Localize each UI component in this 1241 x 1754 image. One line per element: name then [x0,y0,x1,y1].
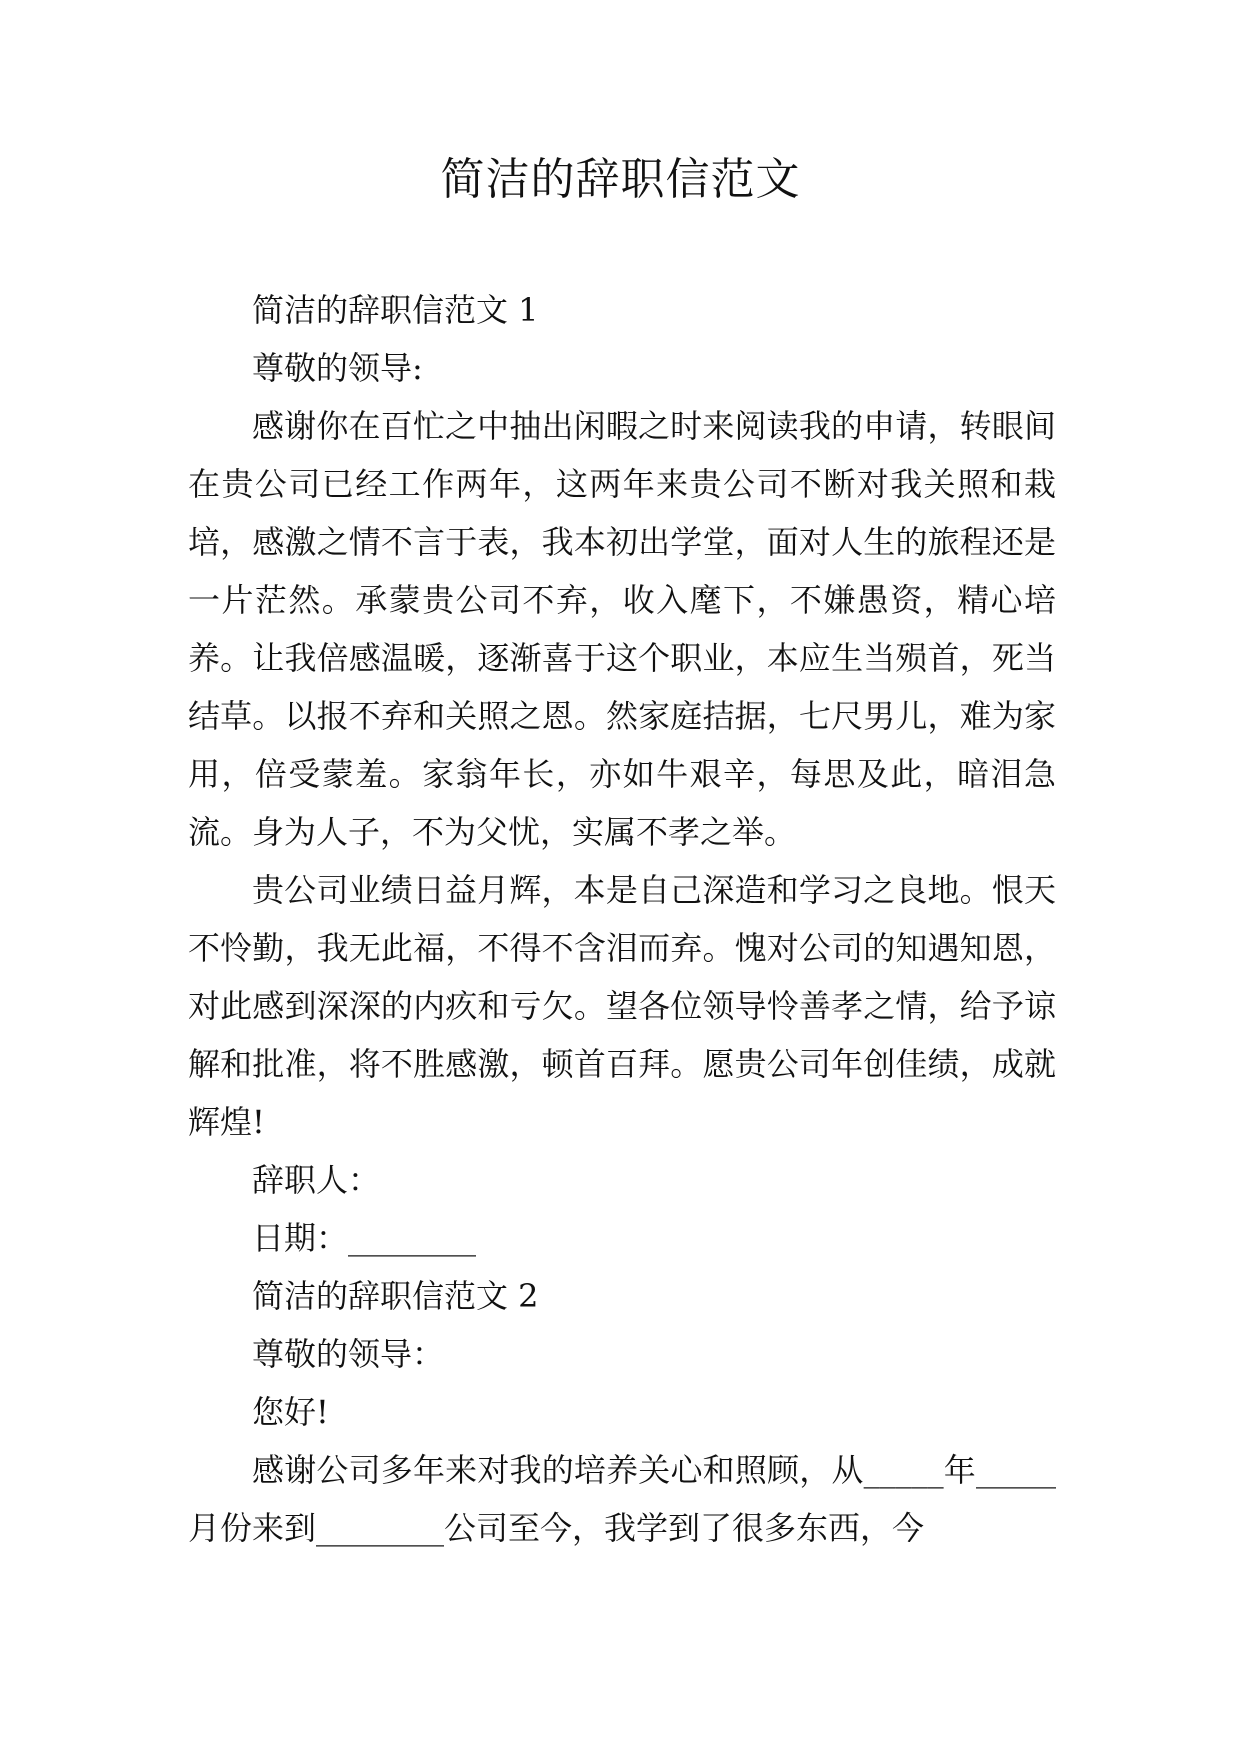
body-paragraph: 感谢你在百忙之中抽出闲暇之时来阅读我的申请，转眼间在贵公司已经工作两年，这两年来贵公司不断对我关照和栽培，感激之情不言于表，我本初出学堂，面对人生的旅程还是一片茫然。承蒙贵公司不弃，收入麾下，不嫌愚资，精心培养。让我倍感温暖，逐渐喜于这个职业，本应生当殒首，死当结草。以报不弃和关照之恩。然家庭拮据，七尺男儿，难为家用，倍受蒙羞。家翁年长，亦如牛艰辛，每思及此，暗泪急流。身为人子，不为父忧，实属不孝之举。 [188,407,1056,851]
salutation-1: 尊敬的领导: [252,349,423,387]
greeting: 您好! [252,1393,329,1431]
signature-line: 辞职人： [252,1161,381,1199]
body-paragraph: 感谢公司多年来对我的培养关心和照顾，从_____年_____月份来到________公司至今，我学到了很多东西，今 [188,1451,1056,1547]
document-body [188,281,1056,1557]
date-line: 日期：________ [252,1219,477,1257]
document-title: 简洁的辞职信范文 [440,154,801,205]
salutation-2: 尊敬的领导： [252,1335,445,1373]
section-heading-1: 简洁的辞职信范文 1 [252,291,539,329]
body-paragraph: 贵公司业绩日益月辉，本是自己深造和学习之良地。恨天不怜勤，我无此福，不得不含泪而弃。愧对公司的知遇知恩，对此感到深深的内疚和亏欠。望各位领导怜善孝之情，给予谅解和批准，将不胜感激，顿首百拜。愿贵公司年创佳绩，成就辉煌! [188,871,1056,1141]
section-heading-2: 简洁的辞职信范文 2 [252,1277,539,1315]
